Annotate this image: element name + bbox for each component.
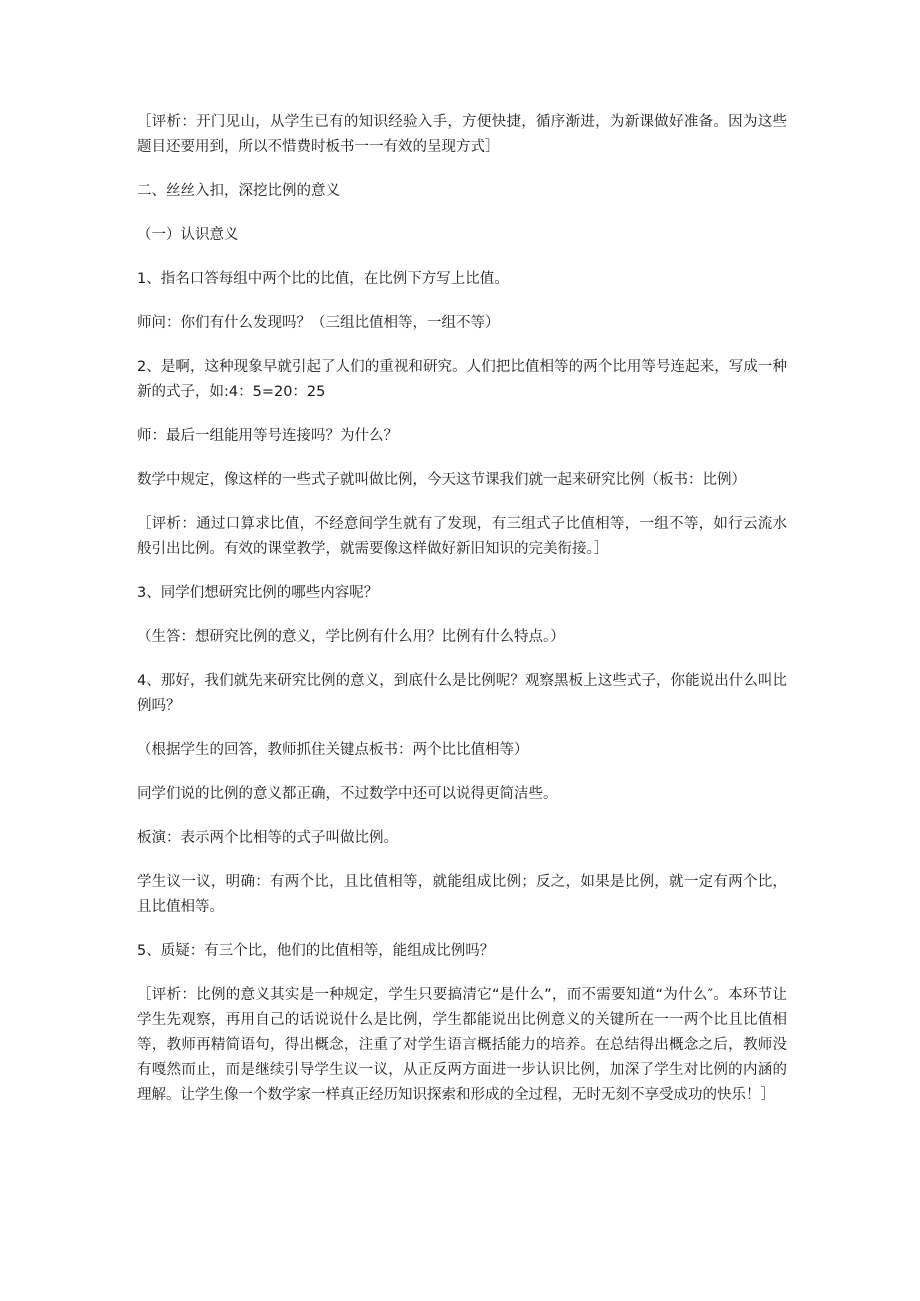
- paragraph-teacher-last-group: 师：最后一组能用等号连接吗？为什么？: [137, 428, 398, 444]
- paragraph-step-1: 1、指名口答每组中两个比的比值，在比例下方写上比值。: [137, 271, 509, 287]
- paragraph-step-3: 3、同学们想研究比例的哪些内容呢？: [137, 585, 379, 601]
- paragraph-step-4: 4、那好，我们就先来研究比例的意义，到底什么是比例呢？观察黑板上这些式子，你能说出什么叫比例吗？: [137, 673, 787, 714]
- section-heading-2: 二、丝丝入扣，深挖比例的意义: [137, 183, 340, 199]
- paragraph-board-note: （根据学生的回答，教师抓住关键点板书：两个比比值相等）: [137, 742, 529, 758]
- paragraph-step-2: 2、是啊，这种现象早就引起了人们的重视和研究。人们把比值相等的两个比用等号连起来，写成一种新的式子，如:4：5=20：25: [137, 359, 787, 400]
- paragraph-comment-2: ［评析：通过口算求比值，不经意间学生就有了发现，有三组式子比值相等，一组不等，如行云流水般引出比例。有效的课堂教学，就需要像这样做好新旧知识的完美衔接。］: [137, 516, 787, 557]
- subsection-heading-1: （一）认识意义: [137, 227, 239, 243]
- paragraph-teacher-question: 师问：你们有什么发现吗？（三组比值相等，一组不等）: [137, 315, 500, 331]
- paragraph-definition-intro: 数学中规定，像这样的一些式子就叫做比例，今天这节课我们就一起来研究比例（板书：比例）: [137, 472, 746, 488]
- paragraph-comment-3: ［评析：比例的意义其实是一种规定，学生只要搞清它“是什么”，而不需要知道“为什么″。本环节让学生先观察，再用自己的话说说什么是比例，学生都能说出比例意义的关键所在一一两个比且比值相等，教师再精简语句，得出概念，注重了对学生语言概括能力的培养。在总结得出概念之后，教师没有嘎然而止，而是继续引导学生议一议，从正反两方面进一步认识比例，加深了学生对比例的内涵的理解。让学生像一个数学家一样真正经历知识探索和形成的全过程，无时无刻不享受成功的快乐！］: [137, 987, 787, 1103]
- document-body: [137, 110, 787, 1127]
- paragraph-comment-1: ［评析：开门见山，从学生已有的知识经验入手，方便快捷，循序渐进，为新课做好准备。因为这些题目还要用到，所以不惜费时板书一一有效的呈现方式］: [137, 114, 787, 155]
- paragraph-simplify: 同学们说的比例的意义都正确，不过数学中还可以说得更简洁些。: [137, 786, 558, 802]
- paragraph-step-5: 5、质疑：有三个比，他们的比值相等，能组成比例吗？: [137, 943, 495, 959]
- paragraph-student-answer: （生答：想研究比例的意义，学比例有什么用？比例有什么特点。）: [137, 629, 565, 645]
- paragraph-board-definition: 板演：表示两个比相等的式子叫做比例。: [137, 830, 398, 846]
- paragraph-discussion: 学生议一议，明确：有两个比，且比值相等，就能组成比例；反之，如果是比例，就一定有两个比，且比值相等。: [137, 874, 787, 915]
